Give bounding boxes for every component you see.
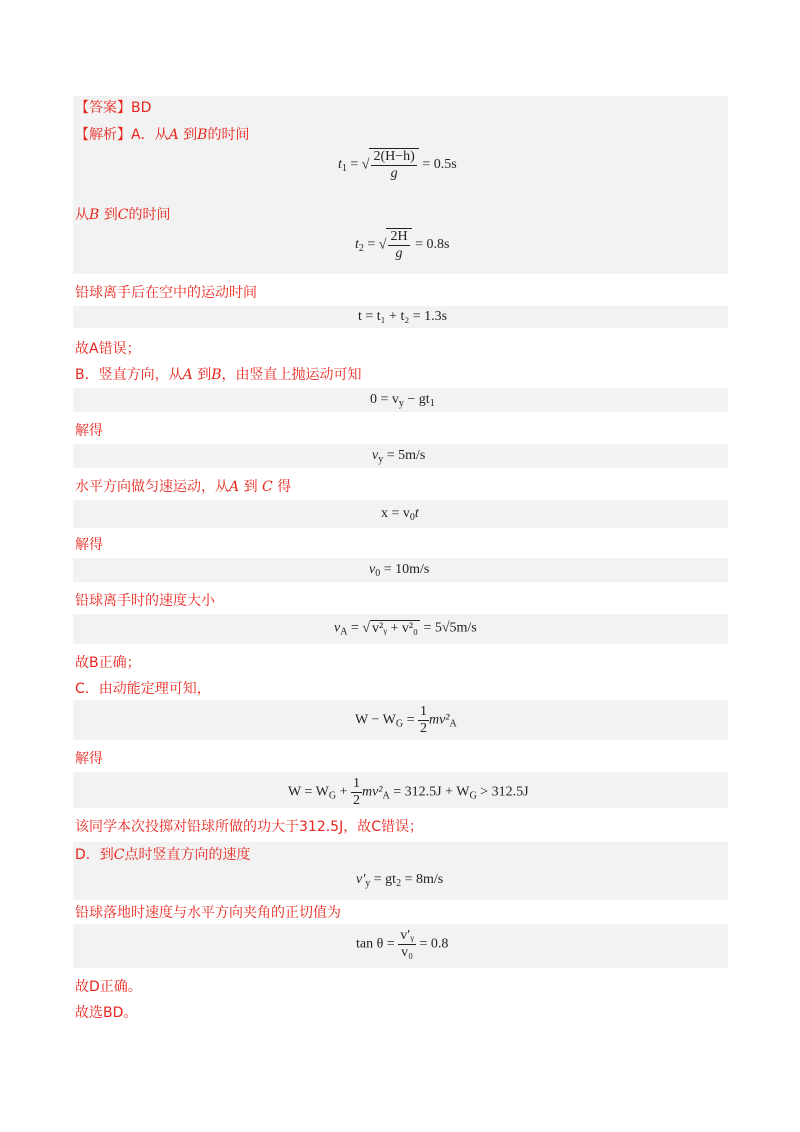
equation-t-total: t = t₁ + t₂ = 1.3s — [358, 309, 448, 324]
eq10-rhs-sub: G — [469, 790, 477, 802]
eq11-text: v′ — [356, 872, 366, 887]
eq8-lhs: v — [334, 620, 341, 636]
solve-line-2: 解得 — [75, 537, 103, 553]
eq6-sub: 0 — [409, 512, 415, 523]
eq10-tail-sub: A — [382, 790, 390, 802]
eq1-num: 2(H−h) — [373, 149, 415, 164]
b-to-c-pre: 从 — [75, 207, 89, 223]
point-a-3: A — [229, 479, 240, 495]
point-a-2: A — [182, 367, 193, 383]
equation-w — [288, 776, 529, 809]
eq10-tail: mv² — [361, 784, 383, 800]
eq8-sqrt: √ v²ᵧ + v²₀ — [362, 621, 418, 636]
eq10-num: 1 — [352, 776, 360, 791]
eq2-num: 2H — [390, 229, 408, 244]
eq11-end: = 8m/s — [401, 872, 444, 887]
eq8-lhs-sub: A — [340, 626, 348, 638]
b-tail: ，由竖直上抛运动可知 — [221, 367, 362, 383]
analysis-line — [75, 126, 249, 144]
eq6-text: x = v — [381, 506, 410, 521]
eq10-plus: + — [336, 784, 351, 800]
eq5-rhs: = 5m/s — [383, 448, 426, 463]
eq1-rhs: = 0.5s — [422, 157, 457, 173]
equation-va: $v_A$ = √ v²ᵧ + v²₀ = 5√5m/s — [334, 620, 477, 638]
solve-line-3: 解得 — [75, 751, 103, 767]
eq1-den: g — [390, 166, 398, 181]
eq12-rhs: = 0.8 — [416, 936, 449, 952]
b-pre: B．竖直方向，从 — [75, 367, 183, 383]
eq5-text: v — [372, 448, 379, 463]
eq9-frac — [418, 704, 429, 737]
equation-vy — [372, 448, 425, 465]
point-a: A — [168, 127, 179, 143]
eq11-sub: y — [365, 878, 371, 889]
eq12-frac — [398, 928, 416, 961]
c-line: C．由动能定理可知， — [75, 681, 211, 697]
point-b: B — [197, 127, 208, 143]
answer-label: 【答案】 — [75, 100, 131, 116]
speed-line: 铅球离手时的速度大小 — [75, 593, 215, 609]
eq5-sub: y — [378, 454, 384, 465]
analysis-label: 【解析】 — [75, 127, 131, 143]
eq12-den: v₀ — [401, 945, 414, 960]
eq10-text: W = W — [288, 784, 329, 800]
point-b-2: B — [89, 207, 100, 223]
point-c-3: C — [113, 847, 125, 863]
equation-t2: $t_2$ = √ $\frac{2H}{g}$ = 0.8s — [355, 229, 450, 261]
eq10-end: > 312.5J — [476, 784, 529, 800]
eq9-num: 1 — [419, 704, 427, 719]
eq7-rhs: = 10m/s — [380, 562, 430, 577]
b-to-c-tail: 的时间 — [128, 207, 171, 223]
eq4-mid: − gt — [403, 392, 430, 407]
equation-x — [381, 506, 419, 523]
horizontal-pre: 水平方向做匀速运动，从 — [75, 479, 229, 495]
eq8-rhs: = 5√5m/s — [423, 620, 477, 636]
eq9-sub: G — [395, 718, 404, 730]
horizontal-tail: 得 — [277, 479, 292, 495]
eq11-rhs: = gt — [370, 872, 397, 887]
tan-line: 铅球落地时速度与水平方向夹角的正切值为 — [75, 905, 341, 921]
eq9-eq: = — [403, 712, 418, 728]
eq12-num: v′ᵧ — [400, 928, 414, 943]
equation-vertical — [370, 392, 435, 409]
final-line: 故选BD。 — [75, 1005, 138, 1021]
eq7-sub: 0 — [375, 568, 381, 579]
to-text: 到 — [183, 127, 198, 143]
eq7-text: v — [369, 562, 376, 577]
analysis-intro: A．从 — [131, 127, 169, 143]
eq10-rhs: = 312.5J + W — [389, 784, 470, 800]
eq2-lhs-sub: 2 — [358, 243, 364, 255]
total-time-line: 铅球离手后在空中的运动时间 — [75, 285, 257, 301]
eq2-den: g — [395, 246, 403, 261]
eq4-sub2: 1 — [429, 398, 435, 409]
to-text-3: 到 — [197, 367, 212, 383]
horizontal-line — [75, 478, 291, 496]
eq11-sub2: 2 — [396, 878, 402, 889]
d-line — [75, 846, 251, 864]
eq9-den: 2 — [419, 721, 427, 736]
eq1-lhs: t — [338, 157, 342, 173]
b-to-c-line — [75, 206, 170, 224]
point-b-3: B — [211, 367, 222, 383]
eq9-text: W − W — [355, 712, 396, 728]
to-text-2: 到 — [103, 207, 118, 223]
eq1-lhs-sub: 1 — [341, 163, 347, 175]
to-text-4: 到 — [243, 479, 258, 495]
eq1-sqrt: √ $\frac{2(H-h)}{g}$ — [362, 148, 419, 182]
eq4-text: 0 = v — [370, 392, 399, 407]
eq2-rhs: = 0.8s — [415, 237, 450, 253]
eq2-sqrt: √ $\frac{2H}{g}$ — [379, 228, 412, 262]
analysis-tail: 的时间 — [207, 127, 250, 143]
answer-line — [75, 99, 151, 117]
equation-t1: $t_1$ = √ $\frac{2(H-h)}{g}$ = 0.5s — [338, 149, 457, 181]
eq9-tail-sub: A — [449, 718, 457, 730]
answer-value: BD — [131, 100, 152, 116]
equation-tan — [356, 928, 448, 961]
solve-line-1: 解得 — [75, 423, 103, 439]
eq10-sub: G — [328, 790, 337, 802]
a-wrong-line: 故A错误； — [75, 341, 141, 357]
eq8-rad: v²ᵧ + v²₀ — [372, 621, 418, 636]
eq6-rhs: t — [414, 506, 419, 521]
equation-v0 — [369, 562, 429, 579]
eq4-sub: y — [398, 398, 404, 409]
d-pre: D．到 — [75, 847, 114, 863]
eq9-tail: mv² — [428, 712, 450, 728]
point-c: C — [117, 207, 129, 223]
eq10-frac — [351, 776, 362, 809]
d-tail: 点时竖直方向的速度 — [124, 847, 251, 863]
eq10-den: 2 — [352, 793, 360, 808]
d-right-line: 故D正确。 — [75, 979, 142, 995]
work-line: 该同学本次投掷对铅球所做的功大于312.5J，故C错误； — [75, 819, 423, 835]
point-c-2: C — [262, 479, 273, 495]
eq12-text: tan θ = — [356, 936, 399, 952]
eq2-lhs: t — [355, 237, 359, 253]
b-right-line: 故B正确； — [75, 655, 141, 671]
equation-vy-prime — [356, 872, 443, 889]
equation-work-energy — [355, 704, 457, 737]
b-line — [75, 366, 361, 384]
